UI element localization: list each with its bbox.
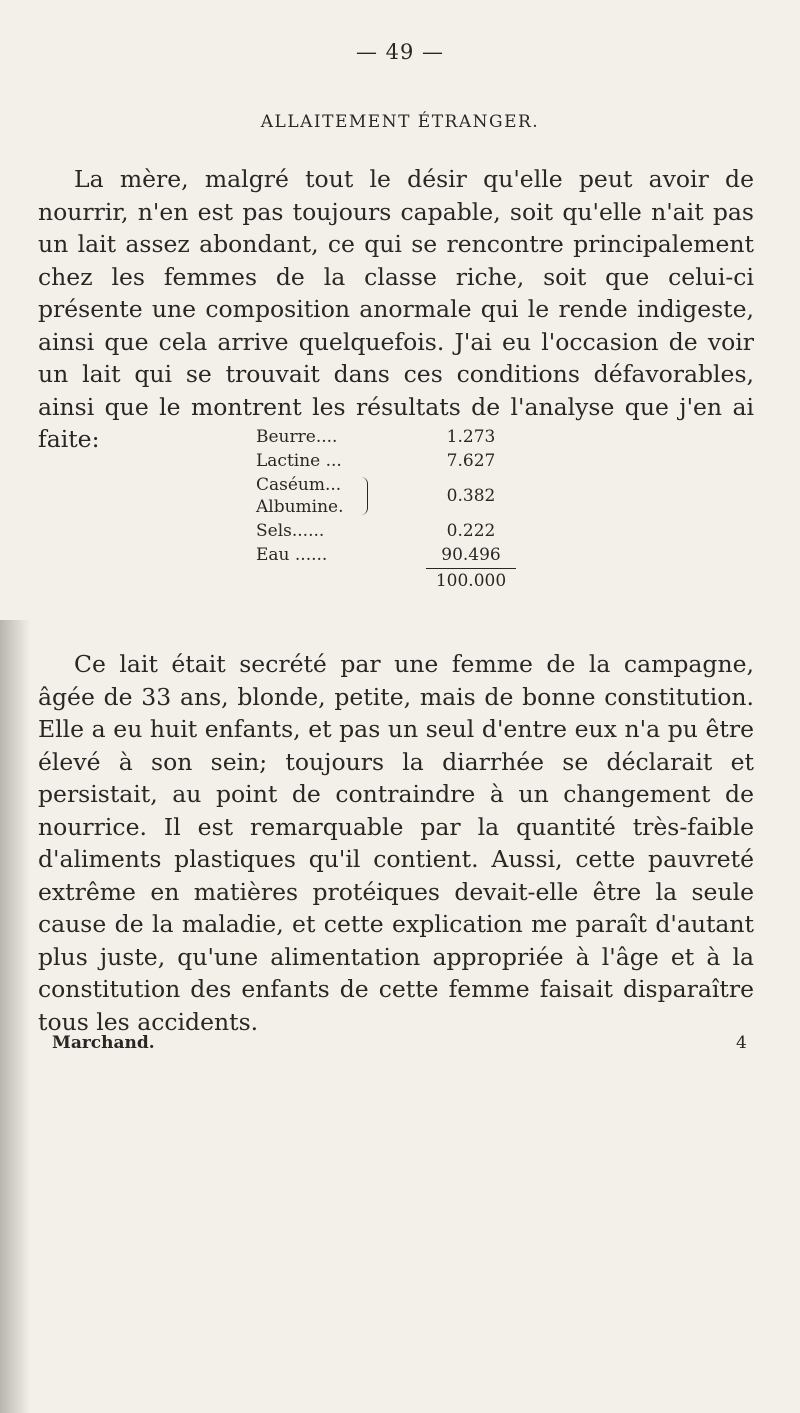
analysis-label: Caséum... (256, 475, 347, 495)
paragraph-case (38, 648, 754, 1038)
analysis-total: 100.000 (426, 568, 516, 593)
footer-author: Marchand. (52, 1033, 155, 1053)
analysis-value: 7.627 (446, 451, 496, 471)
paragraph-text: Ce lait était secrété par une femme de la campagne, âgée de 33 ans, blonde, petite, mais de bonne constitution. Elle a eu huit enfants, et pas un seul d'entre eux n'a pu être élevé à son sein; toujours la diarrhée se déclarait et persistait, au point de contraindre à un changement de nourrice. Il est remarquable par la quantité très-faible d'aliments plastiques qu'il contient. Aussi, cette pauvreté extrême en matières protéiques devait-elle être la seule cause de la maladie, et cette explication me paraît d'autant plus juste, qu'une alimentation appropriée à l'âge et à la constitution des enfants de cette femme faisait disparaître tous les accidents. (38, 650, 754, 1036)
analysis-value: 0.222 (446, 521, 496, 541)
analysis-row-lactine (256, 450, 516, 474)
analysis-row-sels (256, 520, 516, 544)
analysis-label: Eau ...... (256, 545, 328, 565)
analysis-label: Lactine ... (256, 451, 342, 471)
binding-shadow (0, 620, 30, 1413)
analysis-value: 1.273 (446, 427, 496, 447)
brace-mark (361, 477, 368, 515)
analysis-label: Beurre.... (256, 427, 338, 447)
analysis-total-row (256, 568, 516, 592)
running-head: ALLAITEMENT ÉTRANGER. (260, 112, 540, 132)
footer-signature-mark: 4 (736, 1033, 747, 1053)
milk-analysis-table (256, 426, 516, 592)
analysis-row-eau (256, 544, 516, 568)
analysis-value: 0.382 (446, 486, 496, 506)
analysis-value: 90.496 (441, 545, 501, 565)
analysis-label: Sels...... (256, 521, 325, 541)
analysis-row-beurre (256, 426, 516, 450)
page-number: — 49 — (355, 40, 445, 64)
paragraph-intro (38, 163, 754, 456)
paragraph-text: La mère, malgré tout le désir qu'elle peut avoir de nourrir, n'en est pas toujours capable, soit qu'elle n'ait pas un lait assez abondant, ce qui se rencontre principalement chez les femmes de la classe riche, soit que celui-ci présente une composition anormale qui le rende indigeste, ainsi que cela arrive quelquefois. J'ai eu l'occasion de voir un lait qui se trouvait dans ces conditions défavorables, ainsi que le montrent les résultats de l'analyse que j'en ai faite: (38, 165, 754, 453)
analysis-label: Albumine. (256, 497, 349, 517)
analysis-row-caseum-albumine (256, 474, 516, 520)
